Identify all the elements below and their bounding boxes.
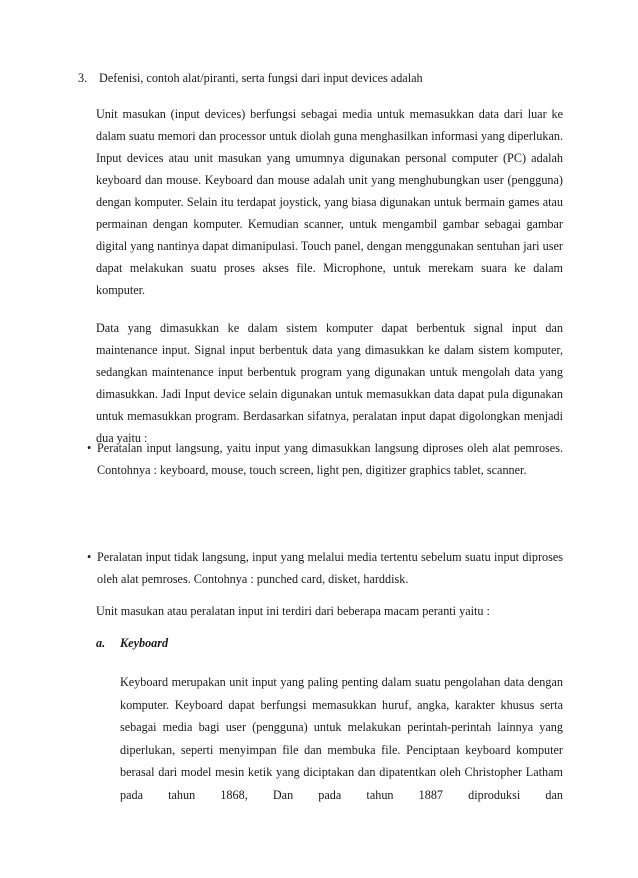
section-title: Defenisi, contoh alat/piranti, serta fungsi dari input devices adalah — [99, 71, 423, 85]
bullet-icon: • — [87, 441, 92, 455]
list-item — [87, 546, 563, 590]
list-item-text: Peralatan input tidak langsung, input yang melalui media tertentu sebelum suatu input diproses oleh alat pemroses. Contohnya : punched card, disket, harddisk. — [97, 550, 563, 586]
subsection-letter: a. — [96, 636, 106, 650]
section-heading — [78, 71, 423, 86]
paragraph-input-devices: Unit masukan (input devices) berfungsi sebagai media untuk memasukkan data dari luar ke dalam suatu memori dan processor untuk diolah guna menghasilkan informasi yang diperlukan. Input devices atau unit masukan yang umumnya digunakan personal computer (PC) adalah keyboard dan mouse. Keyboard dan mouse adalah unit yang menghubungkan user (pengguna) dengan komputer. Selain itu terdapat joystick, yang biasa digunakan untuk bermain games atau permainan dengan komputer. Kemudian scanner, untuk mengambil gambar sebagai gambar digital yang nantinya dapat dimanipulasi. Touch panel, dengan menggunakan sentuhan jari user dapat melakukan suatu proses akses file. Microphone, untuk merekam suara ke dalam komputer. — [96, 107, 563, 297]
bullet-icon: • — [87, 550, 92, 564]
paragraph-data-input: Data yang dimasukkan ke dalam sistem komputer dapat berbentuk signal input dan maintenance input. Signal input berbentuk data yang dimasukkan ke dalam sistem komputer, sedangkan maintenance input berbentuk program yang digunakan untuk mengolah data yang dimasukkan. Jadi Input device selain digunakan untuk memasukkan data dapat pula digunakan untuk memasukkan program. Berdasarkan sifatnya, peralatan input dapat digolongkan menjadi dua yaitu : — [96, 321, 563, 445]
section-number: 3. — [78, 71, 88, 85]
subsection-heading — [96, 636, 168, 651]
subsection-title: Keyboard — [120, 636, 169, 650]
paragraph-keyboard: Keyboard merupakan unit input yang paling penting dalam suatu pengolahan data dengan komputer. Keyboard dapat berfungsi memasukkan huruf, angka, karakter khusus serta sebagai media bagi user (pengguna) untuk melakukan perintah-perintah lainnya yang diperlukan, seperti menyimpan file dan membuka file. Penciptaan keyboard komputer berasal dari model mesin ketik yang diciptakan dan dipatentkan oleh Christopher Latham pada tahun 1868, Dan pada tahun 1887 diproduksi dan — [120, 675, 563, 802]
list-item-text: Peratalan input langsung, yaitu input yang dimasukkan langsung diproses oleh alat pemroses. Contohnya : keyboard, mouse, touch screen, light pen, digitizer graphics tablet, scanner. — [97, 441, 563, 477]
list-item — [87, 437, 563, 481]
intro-line: Unit masukan atau peralatan input ini terdiri dari beberapa macam peranti yaitu : — [96, 604, 490, 618]
